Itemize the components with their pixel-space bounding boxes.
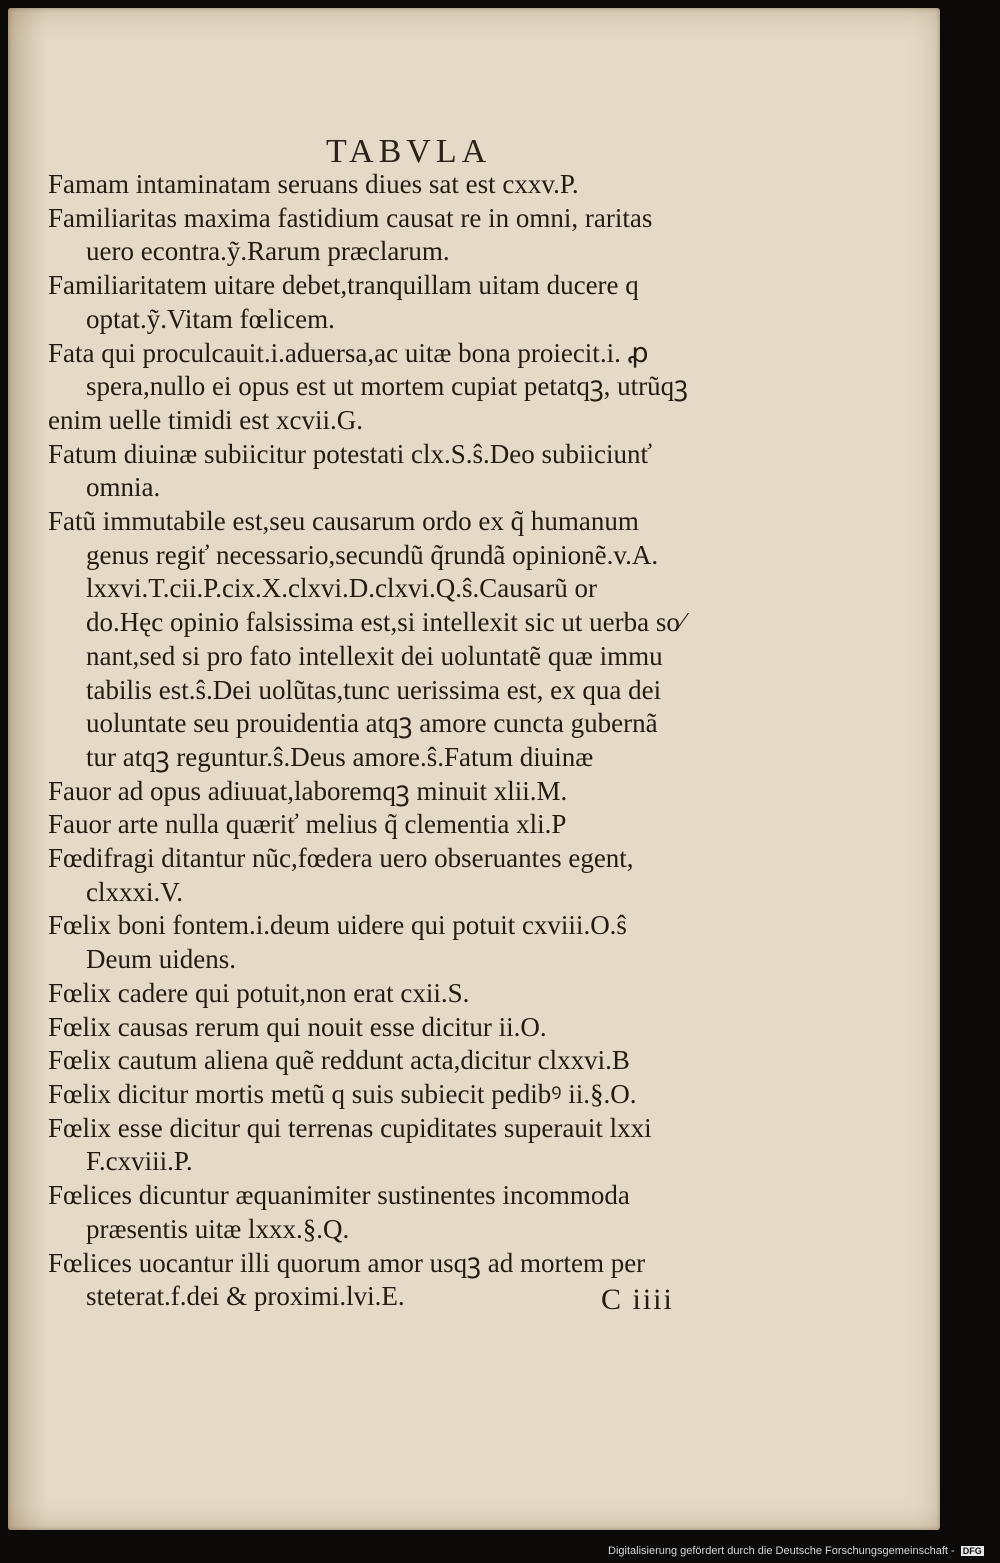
index-entry-line: enim uelle timidi est xcvii.G.	[48, 404, 363, 435]
digitization-footer	[608, 1545, 984, 1557]
index-entry-line: clxxxi.V.	[86, 876, 184, 907]
index-entry-line: Fœlices dicuntur æquanimiter sustinentes incommoda	[48, 1180, 630, 1211]
index-entry-line: Fatum diuinæ subiicitur potestati clx.S.ŝ.Deo subiiciunť	[48, 438, 653, 469]
index-entry-line: Fœlix cadere qui potuit,non erat cxii.S.	[48, 977, 470, 1008]
index-entry-line: Fœlix boni fontem.i.deum uidere qui potuit cxviii.O.ŝ	[48, 910, 627, 941]
index-entry-line: lxxvi.T.cii.P.cix.X.clxvi.D.clxvi.Q.ŝ.Causarũ or	[86, 573, 597, 604]
index-entry-line: Fœlices uocantur illi quorum amor usqꝫ ad mortem per	[48, 1247, 646, 1278]
index-entry-line: Fœlix esse dicitur qui terrenas cupiditates superauit lxxi	[48, 1112, 652, 1143]
index-entry-line: Famam intaminatam seruans diues sat est cxxv.P.	[48, 169, 579, 199]
index-entry-line: Fœlix cautum aliena quẽ reddunt acta,dicitur clxxvi.B	[48, 1045, 630, 1076]
index-entry-line: do.Hęc opinio falsissima est,si intellexit sic ut uerba so⁄	[86, 607, 685, 638]
index-entry-line: optat.ỹ.Vitam fœlicem.	[86, 303, 335, 334]
book-page	[8, 8, 940, 1530]
index-entry-line: tabilis est.ŝ.Dei uolũtas,tunc uerissima est, ex qua dei	[86, 674, 662, 705]
index-entry-line: nant,sed si pro fato intellexit dei uoluntatẽ quæ immu	[86, 640, 663, 671]
running-heading: TABVLA	[326, 133, 492, 170]
index-entry-line: steterat.f.dei & proximi.lvi.E.	[86, 1281, 405, 1312]
index-entry-line: F.cxviii.P.	[86, 1146, 193, 1177]
index-entry-line: Fauor arte nulla quæriť melius q̃ clementia xli.P	[48, 809, 567, 840]
index-entry-line: Fatũ immutabile est,seu causarum ordo ex q̃ humanum	[48, 506, 639, 537]
index-entry-line: Fœlix dicitur mortis metũ q suis subiecit pedibꝰ ii.§.O.	[48, 1078, 637, 1109]
signature-mark: C iiii	[601, 1283, 674, 1316]
index-entry-line: Fœdifragi ditantur nũc,fœdera uero obseruantes egent,	[48, 843, 634, 874]
dfg-logo-icon: DFG	[962, 1546, 982, 1556]
index-entry-line: Fœlix causas rerum qui nouit esse dicitur ii.O.	[48, 1011, 547, 1042]
index-entry-line: Fauor ad opus adiuuat,laboremqꝫ minuit xlii.M.	[48, 775, 568, 806]
index-entry-line: tur atqꝫ reguntur.ŝ.Deus amore.ŝ.Fatum diuinæ	[86, 741, 594, 772]
index-entry-line: Familiaritas maxima fastidium causat re in omni, raritas	[48, 202, 653, 233]
index-entry-line: Familiaritatem uitare debet,tranquillam uitam ducere q	[48, 270, 639, 301]
index-entry-line: spera,nullo ei opus est ut mortem cupiat petatqꝫ, utrũqꝫ	[86, 371, 688, 402]
index-entry-line: omnia.	[86, 472, 161, 503]
footer-text: Digitalisierung gefördert durch die Deutsche Forschungsgemeinschaft -	[608, 1545, 955, 1557]
index-entry-line: uoluntate seu prouidentia atqꝫ amore cuncta gubernã	[86, 708, 658, 739]
index-entry-line: Fata qui proculcauit.i.aduersa,ac uitæ bona proiecit.i. ꝓ	[48, 337, 649, 368]
index-entry-line: præsentis uitæ lxxx.§.Q.	[86, 1213, 350, 1244]
index-entry-line: genus regiť necessario,secundũ q̃rundã opinionẽ.v.A.	[86, 539, 659, 570]
index-entry-line: uero econtra.ỹ.Rarum præclarum.	[86, 236, 450, 267]
index-text-block	[48, 168, 768, 1314]
index-entry-line: Deum uidens.	[86, 944, 236, 975]
